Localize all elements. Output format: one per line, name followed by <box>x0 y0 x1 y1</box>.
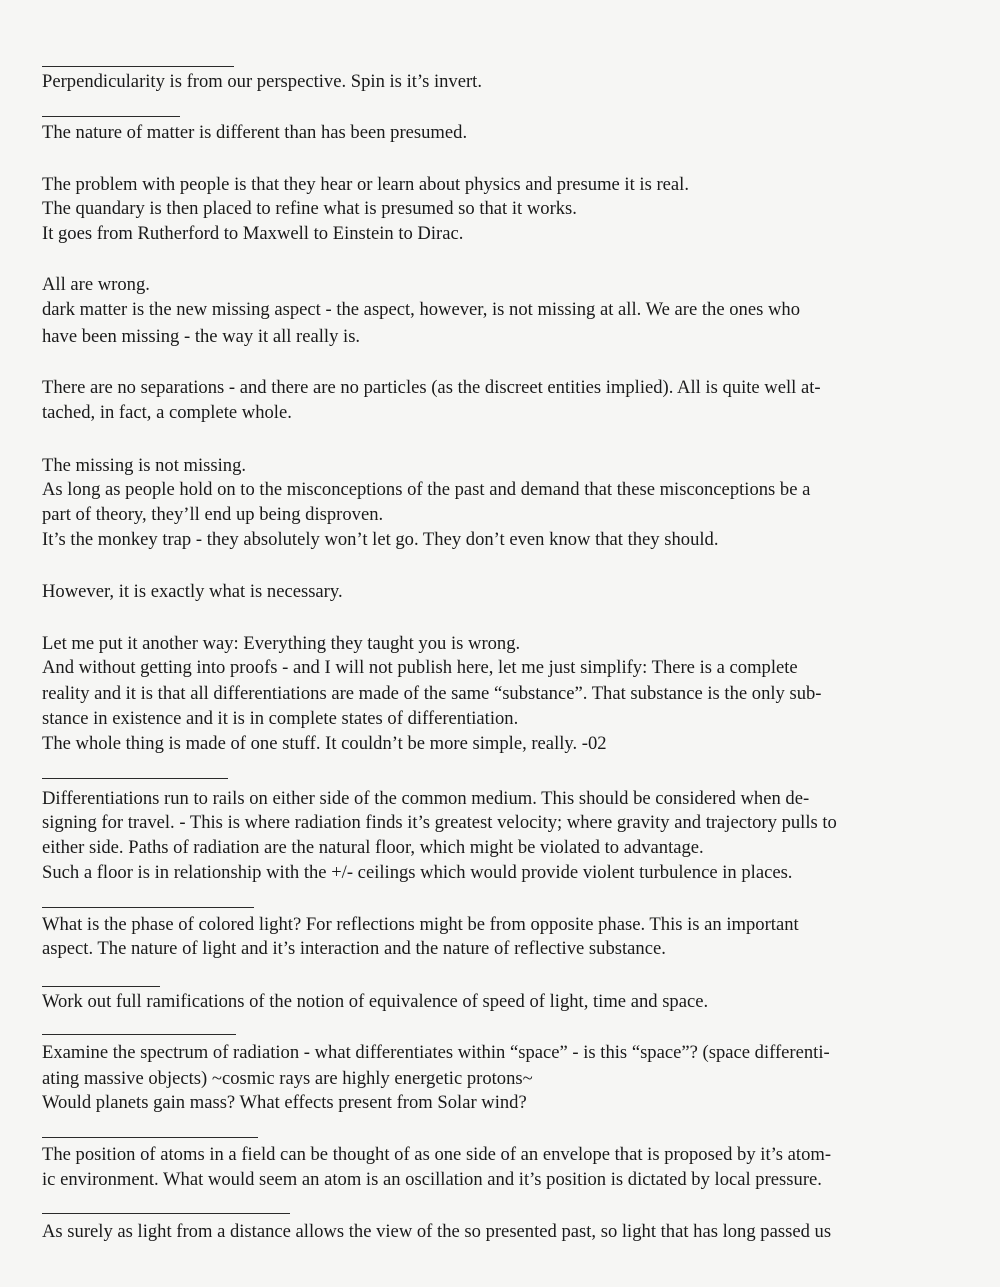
text-line: signing for travel. - This is where radiation finds it’s greatest velocity; where gravity and trajectory pulls to <box>42 812 837 833</box>
text-line: Examine the spectrum of radiation - what differentiates within “space” - is this “space”? (space differenti- <box>42 1042 830 1063</box>
text-line: And without getting into proofs - and I will not publish here, let me just simplify: There is a complete <box>42 657 798 678</box>
text-line: The missing is not missing. <box>42 455 247 476</box>
text-line: It’s the monkey trap - they absolutely won’t let go. They don’t even know that they should. <box>42 529 719 550</box>
separator-rule <box>42 1034 236 1035</box>
text-line: It goes from Rutherford to Maxwell to Einstein to Dirac. <box>42 223 464 244</box>
text-line: All are wrong. <box>42 274 150 295</box>
separator-rule <box>42 778 228 779</box>
text-line: As surely as light from a distance allows the view of the so presented past, so light that has long passed us <box>42 1221 832 1242</box>
text-line: There are no separations - and there are no particles (as the discreet entities implied). All is quite well at- <box>42 377 821 398</box>
text-line: The position of atoms in a field can be thought of as one side of an envelope that is proposed by it’s atom- <box>42 1144 832 1165</box>
text-line: either side. Paths of radiation are the natural floor, which might be violated to advantage. <box>42 837 704 858</box>
text-line: The problem with people is that they hear or learn about physics and presume it is real. <box>42 174 689 195</box>
separator-rule <box>42 1213 290 1214</box>
text-line: aspect. The nature of light and it’s interaction and the nature of reflective substance. <box>42 938 666 959</box>
text-line: The nature of matter is different than has been presumed. <box>42 122 468 143</box>
text-line: part of theory, they’ll end up being disproven. <box>42 504 384 525</box>
text-line: However, it is exactly what is necessary. <box>42 581 343 602</box>
separator-rule <box>42 66 234 67</box>
text-line: dark matter is the new missing aspect - the aspect, however, is not missing at all. We are the ones who <box>42 299 801 320</box>
text-line: Work out full ramifications of the notion of equivalence of speed of light, time and space. <box>42 991 709 1012</box>
text-line: Such a floor is in relationship with the +/- ceilings which would provide violent turbulence in places. <box>42 862 793 883</box>
separator-rule <box>42 907 254 908</box>
text-line: Would planets gain mass? What effects present from Solar wind? <box>42 1092 527 1113</box>
separator-rule <box>42 116 180 117</box>
separator-rule <box>42 986 160 987</box>
text-line: Perpendicularity is from our perspective. Spin is it’s invert. <box>42 71 482 92</box>
text-line: As long as people hold on to the misconceptions of the past and demand that these misconceptions be a <box>42 479 811 500</box>
text-line: reality and it is that all differentiations are made of the same “substance”. That substance is the only sub- <box>42 683 822 704</box>
text-line: tached, in fact, a complete whole. <box>42 402 292 423</box>
text-line: The quandary is then placed to refine what is presumed so that it works. <box>42 198 577 219</box>
text-line: The whole thing is made of one stuff. It couldn’t be more simple, really. -02 <box>42 733 607 754</box>
separator-rule <box>42 1137 258 1138</box>
text-line: Let me put it another way: Everything they taught you is wrong. <box>42 633 521 654</box>
text-line: ic environment. What would seem an atom is an oscillation and it’s position is dictated by local pressure. <box>42 1169 822 1190</box>
text-line: stance in existence and it is in complete states of differentiation. <box>42 708 519 729</box>
text-line: What is the phase of colored light? For reflections might be from opposite phase. This is an important <box>42 914 799 935</box>
text-line: ating massive objects) ~cosmic rays are highly energetic protons~ <box>42 1068 533 1089</box>
text-line: have been missing - the way it all really is. <box>42 326 361 347</box>
text-line: Differentiations run to rails on either side of the common medium. This should be considered when de- <box>42 788 810 809</box>
